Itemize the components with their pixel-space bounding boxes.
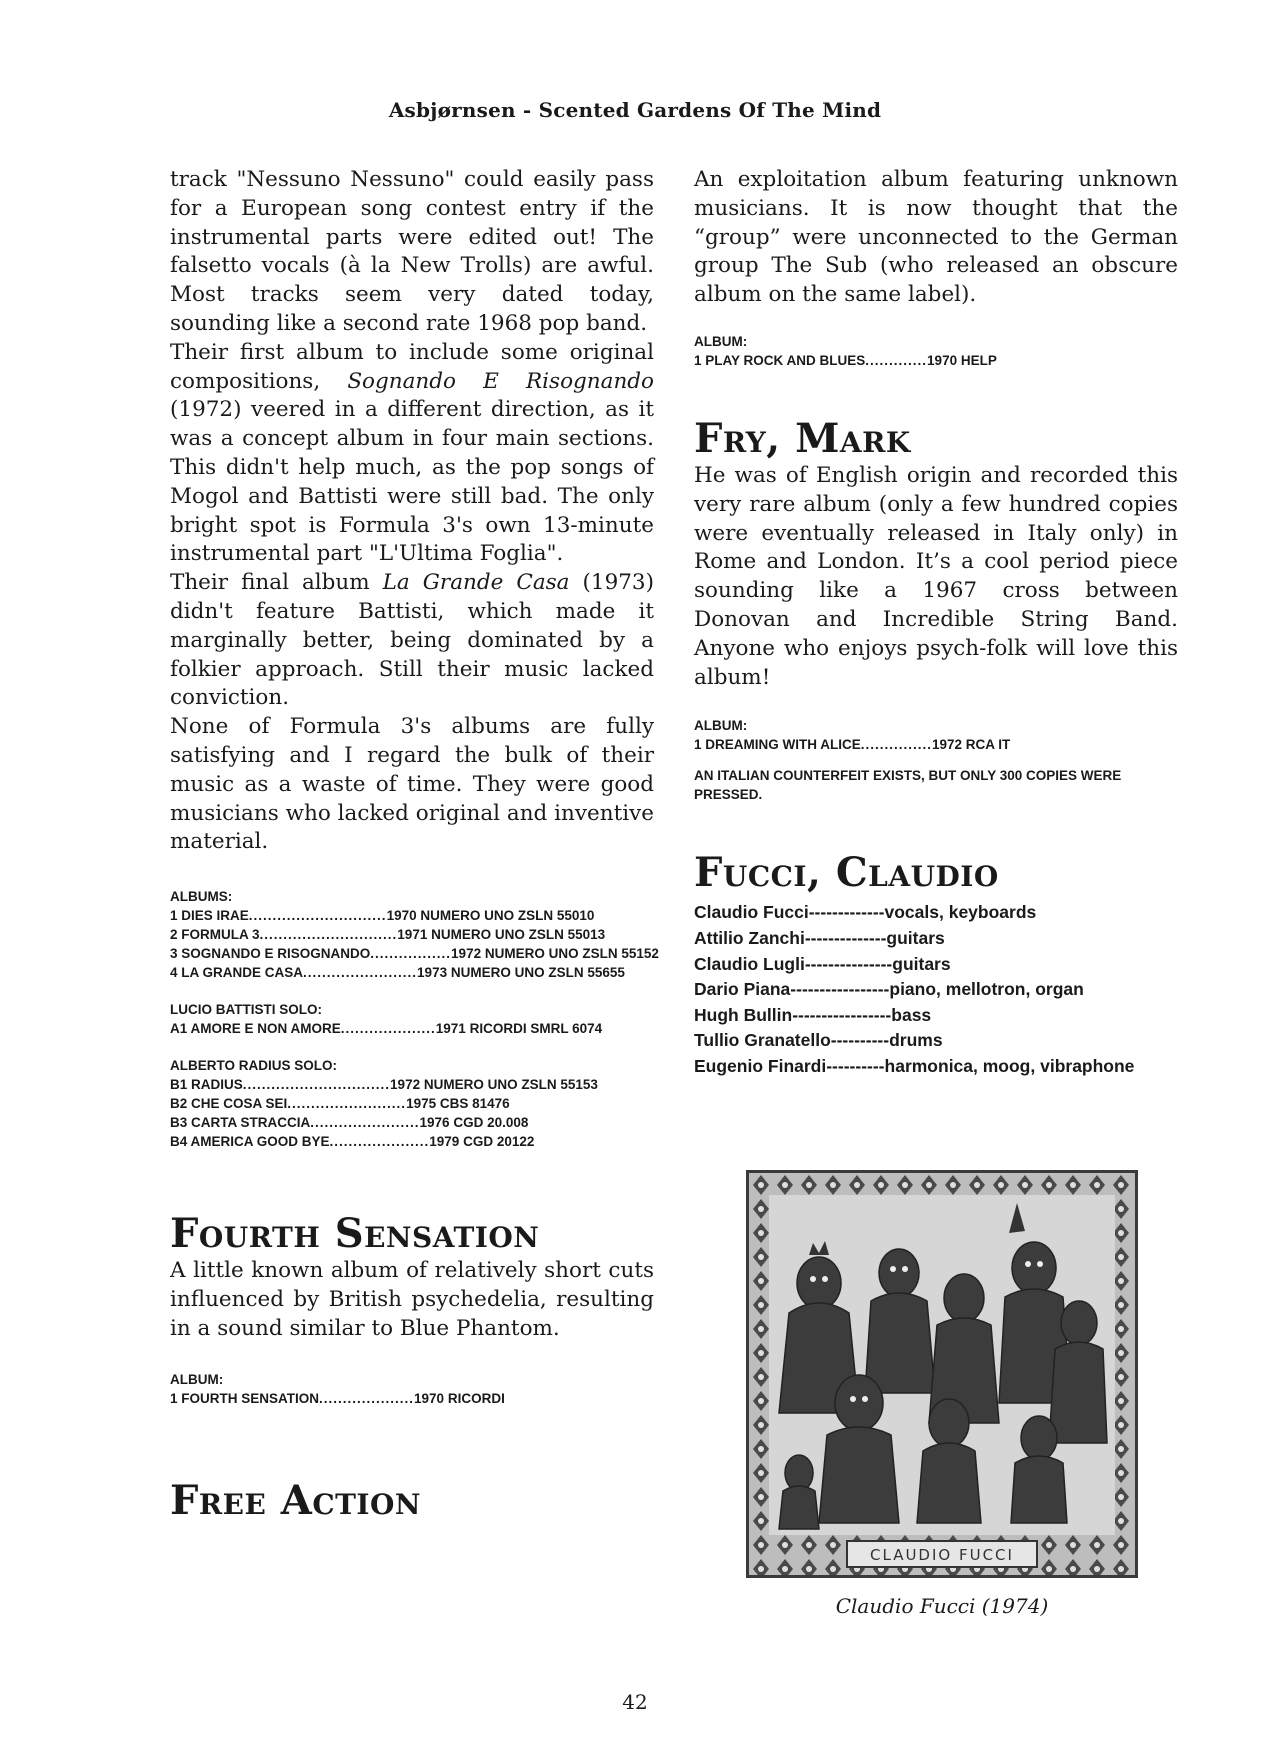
lineup-row: Eugenio Finardi ---------- harmonica, moog, vibraphone xyxy=(694,1055,1135,1076)
heading-fourth-sensation: Fourth Sensation xyxy=(170,1210,540,1258)
disc-label: ALBUM: xyxy=(694,718,748,734)
free-action-body: An exploitation album featuring unknown musicians. It is now thought that the “group” were unconnected to the German group The Sub (who released an obscure album on the same label). xyxy=(694,167,1178,308)
running-head: Asbjørnsen - Scented Gardens Of The Mind xyxy=(388,98,882,122)
left-column xyxy=(170,166,659,1524)
album-title-italic: Sognando E Risognando xyxy=(347,368,655,394)
disc-label: ALBUMS: xyxy=(170,889,233,905)
disc-label: ALBUM: xyxy=(170,1371,224,1387)
album-cover-art xyxy=(749,1173,1135,1575)
disc-label: LUCIO BATTISTI SOLO: xyxy=(170,1002,322,1018)
formula3-discography xyxy=(170,887,659,1151)
disc-row: 2 FORMULA 3 ............................. 1971 NUMERO UNO ZSLN 55013 xyxy=(170,927,606,943)
disc-label: ALBERTO RADIUS SOLO: xyxy=(170,1058,338,1074)
lineup-row: Dario Piana ----------------- piano, mellotron, organ xyxy=(694,979,1084,1000)
disc-row: B2 CHE COSA SEI ......................... 1975 CBS 81476 xyxy=(170,1096,510,1112)
lineup-row: Attilio Zanchi -------------- guitars xyxy=(694,927,945,948)
disc-group xyxy=(170,1056,654,1151)
formula3-paragraph-4: None of Formula 3's albums are fully satisfying and I regard the bulk of their music as a waste of time. They were good musicians who lacked original and inventive material. xyxy=(170,714,654,855)
heading-free-action: Free Action xyxy=(170,1476,422,1524)
formula3-paragraph-3: Their final album La Grande Casa (1973) didn't feature Battisti, which made it marginally better, being dominated by a folkier approach. Still their music lacked conviction. xyxy=(170,570,654,711)
lineup-row: Claudio Fucci ------------- vocals, keyboards xyxy=(694,902,1037,923)
formula3-paragraph-2: Their first album to include some original compositions, Sognando E Risognando (1972) veered in a different direction, as it was a concept album in four main sections. This didn't help much, as the pop songs of Mogol and Battisti were still bad. The only bright spot is Formula 3's own 13-minute instrumental part "L'Ultima Foglia". xyxy=(170,339,655,567)
cover-caption: Claudio Fucci (1974) xyxy=(835,1594,1049,1618)
disc-row: B4 AMERICA GOOD BYE ..................... 1979 CGD 20122 xyxy=(170,1134,535,1150)
cover-title-text: CLAUDIO FUCCI xyxy=(870,1546,1014,1564)
disc-row: A1 AMORE E NON AMORE .................... 1971 RICORDI SMRL 6074 xyxy=(170,1021,603,1037)
lineup-row: Tullio Granatello ---------- drums xyxy=(694,1030,943,1051)
disc-row: 4 LA GRANDE CASA ........................ 1973 NUMERO UNO ZSLN 55655 xyxy=(170,965,625,981)
disc-label: ALBUM: xyxy=(694,333,748,349)
disc-row: 3 SOGNANDO E RISOGNANDO ................. 1972 NUMERO UNO ZSLN 55152 xyxy=(170,946,659,962)
disc-row: 1 PLAY ROCK AND BLUES ............. 1970 HELP xyxy=(694,352,997,368)
disc-row: B3 CARTA STRACCIA ....................... 1976 CGD 20.008 xyxy=(170,1115,529,1131)
album-title-italic: La Grande Casa xyxy=(382,570,570,596)
disc-row: 1 FOURTH SENSATION .................... 1970 RICORDI xyxy=(170,1390,505,1406)
disc-group xyxy=(170,1000,654,1038)
fry-mark-body: He was of English origin and recorded this very rare album (only a few hundred copies were eventually released in Italy only) in Rome and London. It’s a cool period piece sounding like a 1967 cross between Donovan and Incredible String Band. Anyone who enjoys psych-folk will love this album! xyxy=(694,462,1178,690)
disc-group xyxy=(170,887,659,982)
disc-row: 1 DREAMING WITH ALICE ............... 1972 RCA IT xyxy=(694,737,1011,753)
fourth-sensation-discography xyxy=(170,1370,654,1408)
disc-row: 1 DIES IRAE ............................. 1970 NUMERO UNO ZSLN 55010 xyxy=(170,908,595,924)
lineup-row: Claudio Lugli --------------- guitars xyxy=(694,953,951,974)
free-action-discography xyxy=(694,332,1178,370)
right-column xyxy=(694,166,1178,1080)
fry-mark-discography xyxy=(694,716,1178,804)
fourth-sensation-body: A little known album of relatively short cuts influenced by British psychedelia, resulting in a sound similar to Blue Phantom. xyxy=(170,1258,654,1341)
album-cover-image xyxy=(746,1170,1138,1578)
heading-fucci-claudio: Fucci, Claudio xyxy=(694,849,999,897)
disc-note: AN ITALIAN COUNTERFEIT EXISTS, BUT ONLY 300 COPIES WERE PRESSED. xyxy=(694,768,1122,803)
page-number: 42 xyxy=(622,1690,648,1714)
heading-fry-mark: Fry, Mark xyxy=(694,414,911,462)
lineup-row: Hugh Bullin ----------------- bass xyxy=(694,1004,932,1025)
disc-row: B1 RADIUS ............................... 1972 NUMERO UNO ZSLN 55153 xyxy=(170,1077,598,1093)
formula3-paragraph-1: track "Nessuno Nessuno" could easily pass for a European song contest entry if the instrumental parts were edited out! The falsetto vocals (à la New Trolls) are awful. Most tracks seem very dated today, sounding like a second rate 1968 pop band. xyxy=(170,167,654,336)
fucci-lineup xyxy=(694,900,1178,1079)
